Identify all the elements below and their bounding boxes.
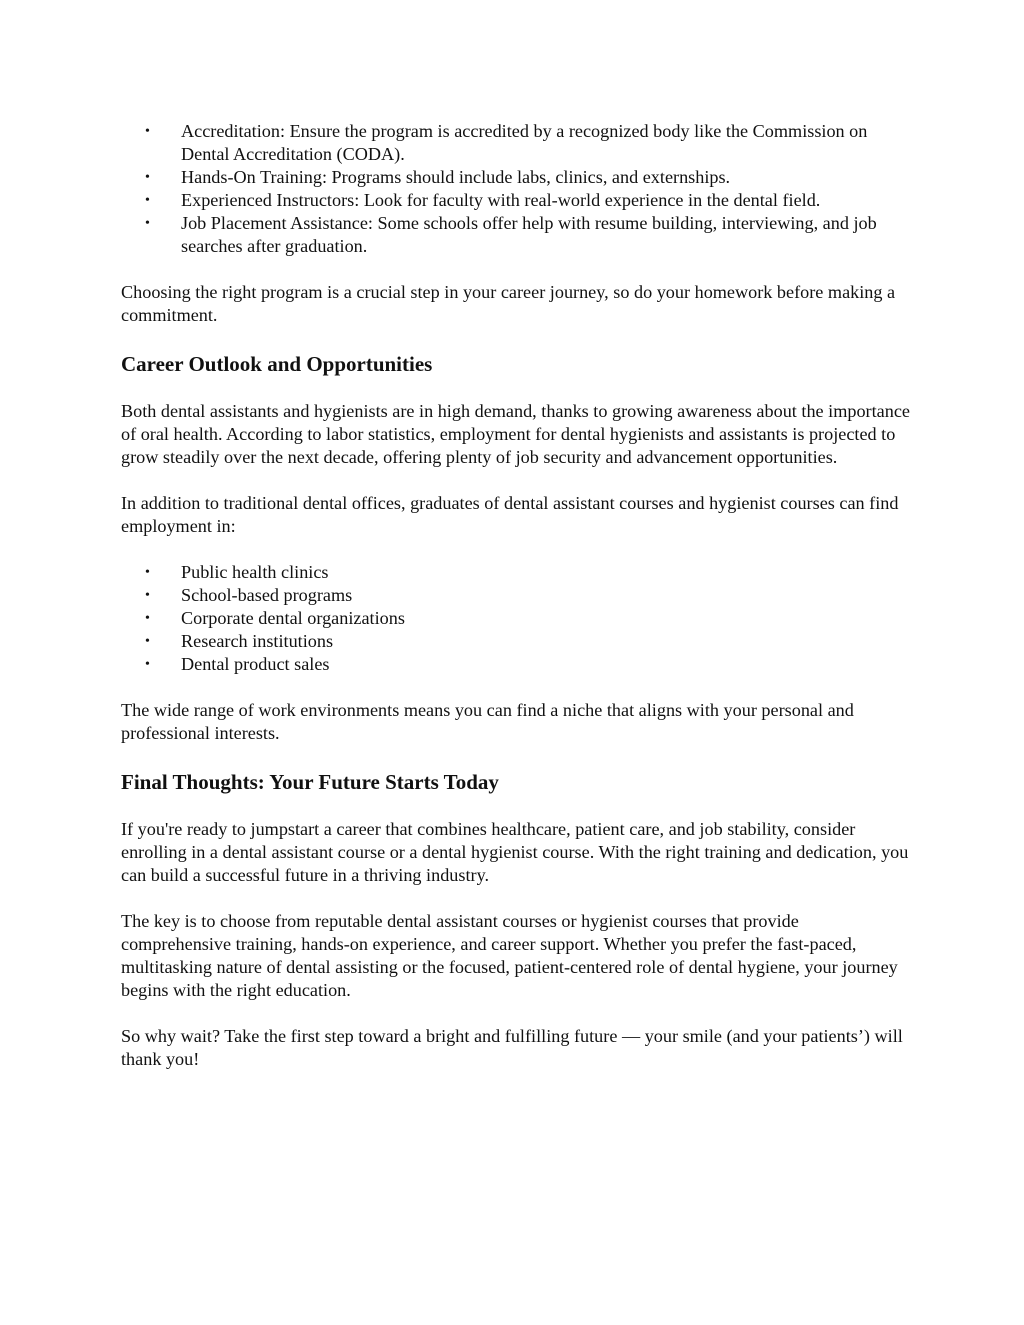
career-outlook-paragraph: Both dental assistants and hygienists are in high demand, thanks to growing awareness about the importance of oral health. According to labor statistics, employment for dental hygienists and assistants is projected to grow steadily over the next decade, offering plenty of job security and advancement opportunities.	[121, 401, 910, 467]
list-item	[121, 584, 911, 607]
bullet-icon: •	[145, 170, 150, 185]
section-heading-career-outlook: Career Outlook and Opportunities	[121, 352, 433, 376]
list-item	[121, 120, 911, 166]
list-item	[121, 607, 911, 630]
bullet-icon: •	[145, 193, 150, 208]
bullet-icon: •	[145, 657, 150, 672]
list-item-text: Public health clinics	[181, 562, 329, 582]
list-item	[121, 166, 911, 189]
bullet-icon: •	[145, 634, 150, 649]
bullet-icon: •	[145, 565, 150, 580]
employment-settings-list	[121, 561, 911, 676]
list-item	[121, 630, 911, 653]
list-item	[121, 561, 911, 584]
employment-intro-paragraph: In addition to traditional dental offices, graduates of dental assistant courses and hygienist courses can find employment in:	[121, 493, 899, 536]
list-item-text: Corporate dental organizations	[181, 608, 405, 628]
list-item	[121, 189, 911, 212]
work-environments-paragraph: The wide range of work environments means you can find a niche that aligns with your personal and professional interests.	[121, 700, 854, 743]
list-item	[121, 653, 911, 676]
list-item-text: Hands-On Training: Programs should include labs, clinics, and externships.	[181, 167, 731, 187]
closing-paragraph: So why wait? Take the first step toward a bright and fulfilling future — your smile (and your patients’) will thank you!	[121, 1026, 903, 1069]
list-item-text: Research institutions	[181, 631, 334, 651]
document-body	[121, 120, 911, 1071]
key-choice-paragraph: The key is to choose from reputable dental assistant courses or hygienist courses that provide comprehensive training, hands-on experience, and career support. Whether you prefer the fast-paced, multitasking nature of dental assisting or the focused, patient-centered role of dental hygiene, your journey begins with the right education.	[121, 911, 898, 1000]
list-item	[121, 212, 911, 258]
bullet-icon: •	[145, 611, 150, 626]
choosing-paragraph: Choosing the right program is a crucial step in your career journey, so do your homework before making a commitment.	[121, 282, 896, 325]
list-item-text: Accreditation: Ensure the program is accredited by a recognized body like the Commission on Dental Accreditation (CODA).	[181, 121, 868, 164]
section-heading-final-thoughts: Final Thoughts: Your Future Starts Today	[121, 770, 499, 794]
program-criteria-list	[121, 120, 911, 258]
list-item-text: Dental product sales	[181, 654, 330, 674]
bullet-icon: •	[145, 588, 150, 603]
bullet-icon: •	[145, 124, 150, 139]
list-item-text: School-based programs	[181, 585, 353, 605]
list-item-text: Experienced Instructors: Look for faculty with real-world experience in the dental field.	[181, 190, 821, 210]
jumpstart-paragraph: If you're ready to jumpstart a career that combines healthcare, patient care, and job stability, consider enrolling in a dental assistant course or a dental hygienist course. With the right training and dedication, you can build a successful future in a thriving industry.	[121, 819, 909, 885]
bullet-icon: •	[145, 216, 150, 231]
list-item-text: Job Placement Assistance: Some schools offer help with resume building, interviewing, and job searches after graduation.	[181, 213, 877, 256]
